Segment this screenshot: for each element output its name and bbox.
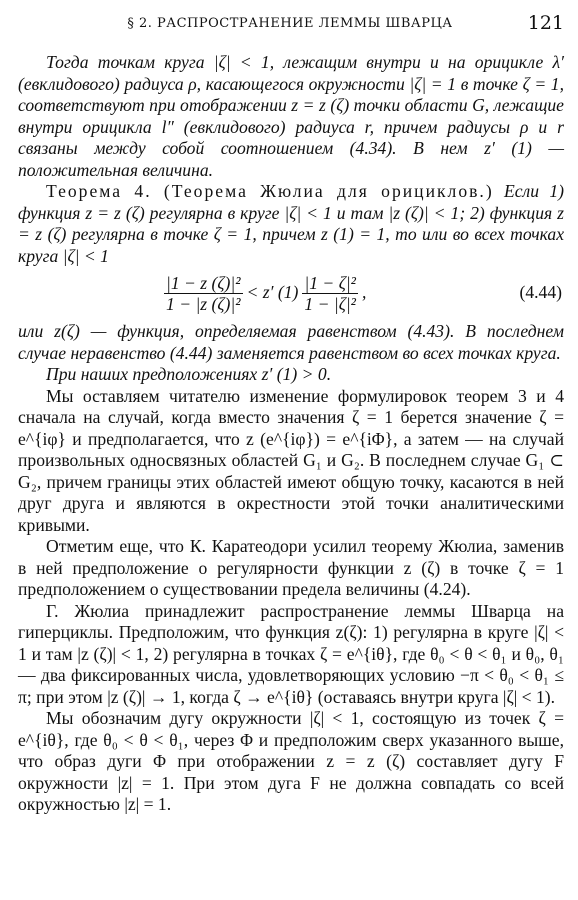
fraction-left-numerator: |1 − z (ζ)|²: [166, 272, 241, 293]
fraction-right: [302, 273, 358, 314]
paragraph-generalization: Мы оставляем читателю изменение формулировок теорем 3 и 4 сначала на случай, когда вместо значения ζ = 1 берется значение ζ = e^{iφ} и предполагается, что z (e^{iφ}) = e^{iΦ}, а затем — на случай произвольных односвязных областей G₁ и G₂. В последнем случае G₁ ⊂ G₂, причем границы этих областей имеют общую точку, касаются в ней друг друга и являются в окрестности этой точки аналитическими кривыми.: [18, 385, 564, 535]
running-title: § 2. РАСПРОСТРАНЕНИЕ ЛЕММЫ ШВАРЦА: [127, 16, 453, 31]
paragraph-caratheodory: Отметим еще, что К. Каратеодори усилил теорему Жюлиа, заменив в ней предположение о регулярности функции z (ζ) в точке ζ = 1 предположением о существовании предела величины (4.24).: [18, 536, 564, 599]
formula-middle: < z′ (1): [246, 282, 299, 303]
theorem-4: [18, 181, 564, 267]
page-body: [18, 52, 564, 816]
fraction-left-denominator: 1 − |z (ζ)|²: [166, 293, 241, 314]
paragraph-julia-hypercycles: Г. Жюлиа принадлежит распространение леммы Шварца на гиперциклы. Предположим, что функция z(ζ): 1) регулярна в круге |ζ| < 1 и там |z (ζ)| < 1, 2) регулярна в точках ζ = e^{iθ}, где θ₀ < θ < θ₁ и θ₀, θ₁ — два фиксированных числа, удовлетворяющих условию −π < θ₀ < θ₁ ≤ π; при этом |z (ζ)| → 1, когда ζ → e^{iθ} (оставаясь внутри круга |ζ| < 1).: [18, 600, 564, 707]
equation-number: (4.44): [519, 282, 562, 302]
paragraph-arc-definition: Мы обозначим дугу окружности |ζ| < 1, состоящую из точек ζ = e^{iθ}, где θ₀ < θ < θ₁, через Φ и предположим сверх указанного выше, что образ дуги Φ при отображении z = z (ζ) составляет дугу F окружности |z| = 1. При этом дуга F не должна совпадать со всей окружностью |z| = 1.: [18, 708, 564, 814]
page-header: [16, 12, 564, 38]
paragraph-assumption: При наших предположениях z′ (1) > 0.: [46, 364, 332, 384]
theorem-statement: Если 1) функция z = z (ζ) регулярна в круге |ζ| < 1 и там |z (ζ)| < 1; 2) функция z = z (ζ) регулярна в точке ζ = 1, причем z (1) = 1, то или во всех точках круга |ζ| < 1: [18, 181, 564, 266]
formula-4-44: [18, 271, 564, 315]
paragraph-after-formula: или z(ζ) — функция, определяемая равенством (4.43). В последнем случае неравенство (4.44) заменяется равенством во всех точках круга.: [18, 321, 564, 363]
theorem-label: Теорема 4. (Теорема Жюлиа для орициклов.): [46, 181, 494, 201]
formula-body: [160, 271, 366, 315]
fraction-right-denominator: 1 − |ζ|²: [304, 293, 356, 314]
fraction-right-numerator: |1 − ζ|²: [304, 272, 356, 293]
fraction-left: [164, 273, 243, 314]
paragraph-orocycle-correspondence: Тогда точкам круга |ζ| < 1, лежащим внутри и на орицикле λ′ (евклидового) радиуса ρ, касающегося окружности |ζ| = 1 в точке ζ = 1, соответствуют при отображении z = z (ζ) точки области G, лежащие внутри орицикла l″ (евклидового) радиуса r, причем радиусы ρ и r связаны между собой соотношением (4.34). В нем z′ (1) — положительная величина.: [18, 52, 564, 180]
page-number: 121: [527, 12, 564, 34]
formula-tail: ,: [361, 282, 367, 303]
